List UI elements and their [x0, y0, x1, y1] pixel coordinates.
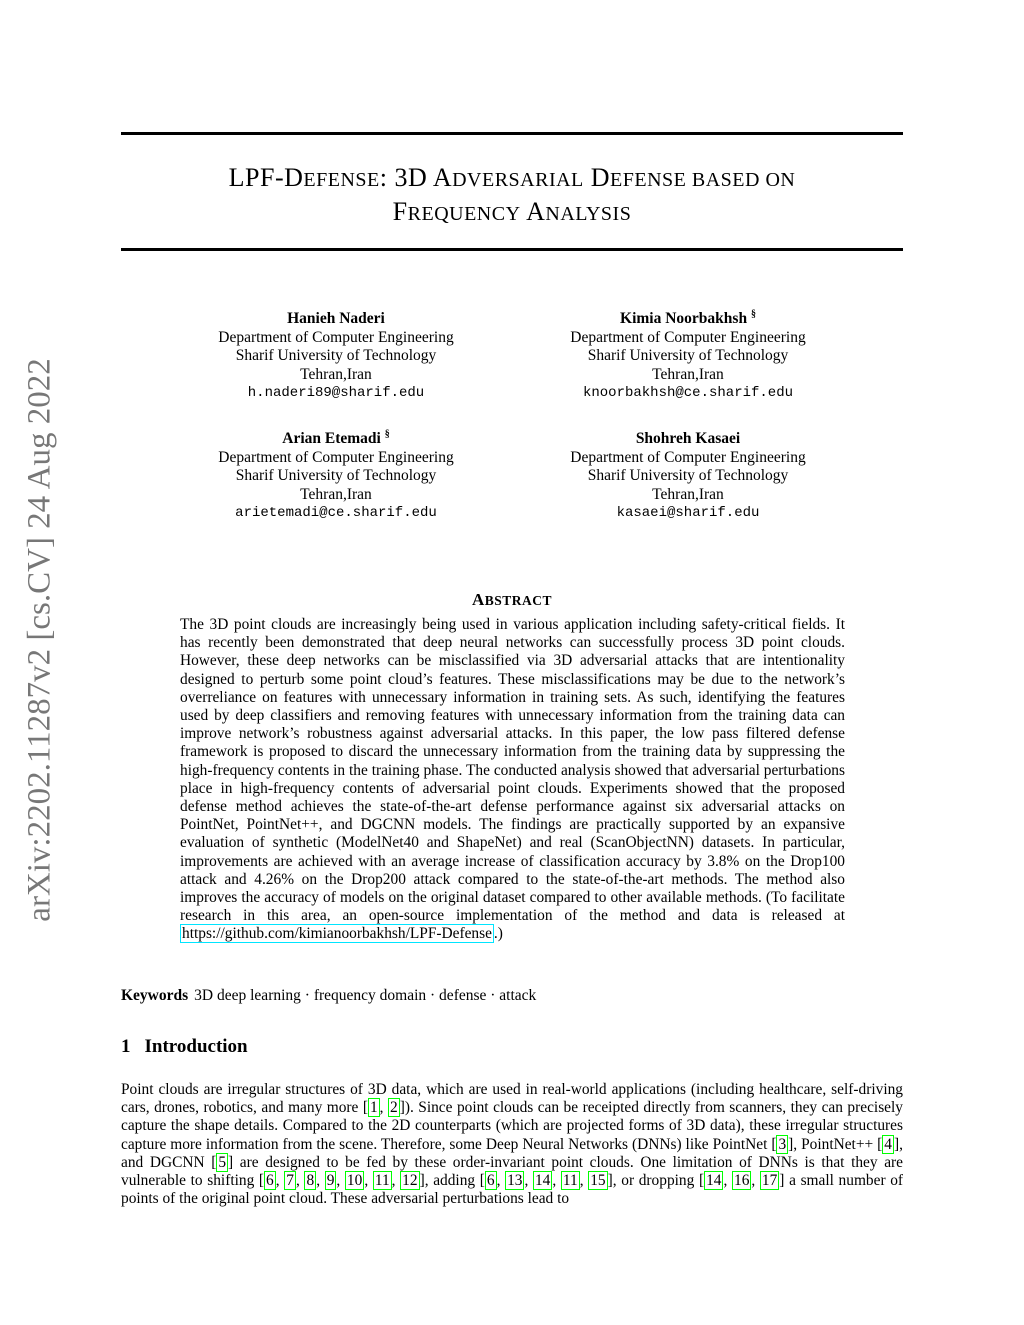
section-heading: 1 Introduction [121, 1036, 248, 1057]
arxiv-stamp: arXiv:2202.11287v2 [cs.CV] 24 Aug 2022 [21, 358, 58, 922]
author-univ: Sharif University of Technology [235, 347, 437, 364]
author-email[interactable]: kasaei@sharif.edu [616, 505, 760, 521]
author-univ: Sharif University of Technology [235, 467, 437, 484]
author-city: Tehran,Iran [300, 485, 372, 503]
citation-link[interactable]: 7 [286, 1172, 294, 1190]
keywords-list: 3D deep learning · frequency domain · defense · attack [194, 987, 537, 1004]
intro-paragraph: Point clouds are irregular structures of 3D data, which are used in real-world applications (including healthcare, self-driving cars, drones, robotics, and many more [ 1 , 2 ]). Since point clouds can be receipted directly from scanners, they can precisely capture the shape details. Compared to the 2D counterparts (which are projected forms of 3D data), these irregular structures capture more information from the scene. Therefore, some Deep Neural Networks (DNNs) like PointNet [ 3 ], PointNet++ [ 4 ], and DGCNN [ 5 ] are designed to be fed by these order-invariant point clouds. One limitation of DNNs is that they are vulnerable to shifting [ 6 , 7 , 8 , 9 , 10 , 11 , 12 ], adding [ 6 , 13 , 14 , 11 , 15 ], or dropping [ 14 , 16 , 17 ] a small number of points of the original point cloud. These adversarial perturbations lead to [121, 1081, 904, 1208]
citation-link[interactable]: 6 [266, 1172, 274, 1190]
citation-link[interactable]: 14 [534, 1172, 551, 1190]
abstract-text: The 3D point clouds are increasingly being used in various application including safety-critical fields. It has recently been demonstrated that deep neural networks can successfully process 3D point clouds. However, these deep networks can be misclassified via 3D adversarial attacks that are intentionality designed to perturb some point cloud’s features. These misclassifications may be due to the network’s overreliance on features with unnecessary information in training sets. As such, identifying the features used by deep classifiers and removing features with unnecessary information from the training data can improve network’s robustness against adversarial attacks. In this paper, the low pass filtered defense framework is proposed to discard the unnecessary information from the training data by suppressing the high-frequency contents in the training phase. The conducted analysis showed that adversarial perturbations place in high-frequency contents of adversarial point clouds. Experiments showed that the proposed defense method achieves the state-of-the-art defense performance against six adversarial attacks on PointNet, PointNet++, and DGCNN models. The findings are practically supported by an expansive evaluation of synthetic (ModelNet40 and ShapeNet) and real (ScanObjectNN) datasets. In particular, improvements are achieved with an average increase of classification accuracy by 3.8% on the Drop100 attack and 4.26% on the Drop200 attack compared to the state-of-the-art methods. The method also improves the accuracy of models on the original dataset compared to other available methods. (To facilitate research in this area, an open-source implementation of the method and data is released at https://github.com/kimianoorbakhsh/LPF-Defense .) [180, 616, 845, 943]
author-block [171, 310, 501, 403]
author-name: Hanieh Naderi [287, 310, 385, 327]
equal-contribution-mark: § [750, 308, 756, 320]
author-block [523, 430, 853, 523]
citation-link[interactable]: 2 [390, 1099, 398, 1117]
equal-contribution-mark: § [384, 428, 390, 440]
paper-title-line2: FREQUENCY ANALYSIS [392, 197, 632, 226]
citation-link[interactable]: 12 [402, 1172, 418, 1190]
author-block [523, 310, 853, 403]
citation-link[interactable]: 9 [326, 1172, 335, 1190]
author-email[interactable]: h.naderi89@sharif.edu [247, 385, 425, 401]
author-city: Tehran,Iran [300, 365, 372, 383]
author-name: Shohreh Kasaei [635, 430, 741, 447]
title-rule-bottom [121, 248, 903, 251]
author-email[interactable]: knoorbakhsh@ce.sharif.edu [582, 385, 794, 401]
author-dept: Department of Computer Engineering [570, 328, 806, 346]
citation-link[interactable]: 11 [374, 1172, 390, 1190]
keywords-label: Keywords [121, 987, 189, 1004]
citation-link[interactable]: 17 [761, 1172, 778, 1190]
citation-link[interactable]: 1 [369, 1099, 378, 1117]
author-dept: Department of Computer Engineering [570, 448, 806, 466]
citation-link[interactable]: 14 [706, 1172, 722, 1190]
author-name: Arian Etemadi § [282, 428, 390, 447]
author-dept: Department of Computer Engineering [218, 328, 454, 346]
abstract-heading: ABSTRACT [471, 590, 553, 609]
author-email[interactable]: arietemadi@ce.sharif.edu [235, 505, 437, 521]
author-city: Tehran,Iran [652, 365, 724, 383]
citation-link[interactable]: 6 [486, 1172, 495, 1190]
code-repo-link[interactable]: https://github.com/kimianoorbakhsh/LPF-Defense [182, 925, 492, 943]
keywords [121, 987, 536, 1005]
citation-link[interactable]: 11 [562, 1172, 578, 1190]
citation-link[interactable]: 4 [884, 1135, 892, 1153]
citation-link[interactable]: 16 [734, 1172, 750, 1190]
author-univ: Sharif University of Technology [587, 467, 789, 484]
citation-link[interactable]: 15 [590, 1172, 606, 1190]
title-rule-top [121, 132, 903, 135]
paper-title-line1: LPF-DEFENSE: 3D ADVERSARIAL DEFENSE BASED ON [228, 163, 796, 192]
citation-link[interactable]: 10 [346, 1172, 363, 1190]
citation-link[interactable]: 3 [778, 1135, 787, 1153]
citation-link[interactable]: 13 [507, 1172, 523, 1190]
author-dept: Department of Computer Engineering [218, 448, 454, 466]
author-block [171, 430, 501, 523]
author-city: Tehran,Iran [652, 485, 724, 503]
author-univ: Sharif University of Technology [587, 347, 789, 364]
citation-link[interactable]: 5 [218, 1153, 227, 1171]
citation-link[interactable]: 8 [306, 1172, 315, 1190]
author-name: Kimia Noorbakhsh § [620, 308, 756, 327]
